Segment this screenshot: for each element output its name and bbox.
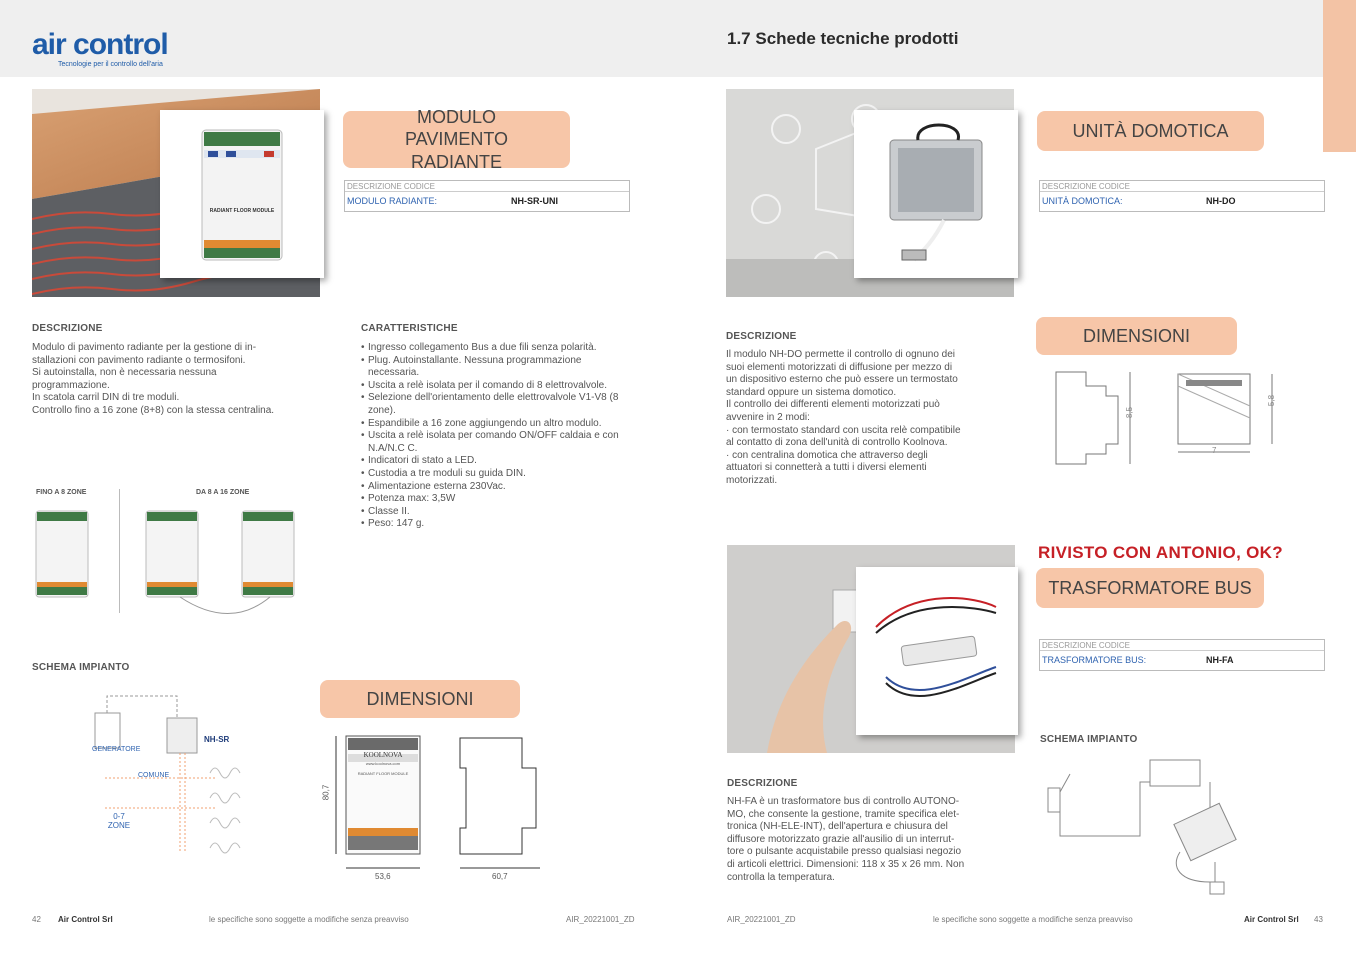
code-table-row (345, 192, 629, 210)
code-table-header: DESCRIZIONE CODICE (1040, 640, 1324, 651)
feature-item: • Uscita a relè isolata per il comando di 8 elettrovalvole. (361, 380, 623, 393)
unit-code-table (1039, 180, 1325, 212)
review-note: RIVISTO CON ANTONIO, OK? (1038, 543, 1283, 562)
logo-tagline: Tecnologie per il controllo dell'aria (58, 61, 163, 68)
feature-item: • Selezione dell'orientamento delle elettrovalvole V1-V8 (8 zone). (361, 392, 623, 417)
description-line: tronica (NH-ELE-INT), dell'apertura e chiusura del (727, 821, 948, 833)
description-line: In scatola carril DIN di tre moduli. (32, 392, 180, 404)
bus-description-title: DESCRIZIONE (727, 778, 798, 789)
unit-dim-height-b: 5,8 (1267, 394, 1277, 407)
description-line: avvenire in 2 modi: (726, 411, 810, 423)
unit-description-title: DESCRIZIONE (726, 331, 797, 342)
dim-depth-label: 60,7 (492, 872, 508, 881)
zones-8-label: FINO A 8 ZONE (36, 489, 87, 496)
unit-dim-width: 7 (1212, 446, 1217, 455)
bus-schema-title: SCHEMA IMPIANTO (1040, 734, 1138, 745)
description-line: controlla la temperatura. (727, 871, 835, 883)
features-title: CARATTERISTICHE (361, 323, 458, 334)
section-tab (1323, 0, 1356, 152)
footer-company-name: Air Control Srl (58, 915, 113, 924)
code-label: TRASFORMATORE BUS: (1042, 655, 1147, 665)
unit-description-text (726, 349, 1006, 488)
footer-page-number: 43 (1314, 915, 1323, 924)
footer-note: le specifiche sono soggette a modifiche senza preavviso (209, 915, 409, 924)
feature-item: • Espandibile a 16 zone aggiungendo un altro modulo. (361, 418, 623, 431)
bus-title-pill: TRASFORMATORE BUS (1036, 568, 1264, 608)
feature-item: • Ingresso collegamento Bus a due fili senza polarità. (361, 342, 623, 355)
bus-description-text (727, 796, 999, 884)
description-line: · con centralina domotica che attraverso degli (726, 449, 928, 461)
description-title: DESCRIZIONE (32, 323, 103, 334)
description-line: Il modulo NH-DO permette il controllo di ognuno dei (726, 349, 955, 360)
description-line: Il controllo dei differenti elementi motorizzati può (726, 399, 940, 411)
code-table-header: DESCRIZIONE CODICE (345, 181, 629, 192)
description-line: · con termostato standard con uscita relè compatibile (726, 424, 961, 436)
page-title: 1.7 Schede tecniche prodotti (727, 29, 959, 48)
feature-item: • Custodia a tre moduli su guida DIN. (361, 468, 623, 481)
description-text (32, 342, 322, 418)
unit-dimensions-drawing (1046, 366, 1296, 470)
description-line: programmazione. (32, 379, 110, 391)
description-line: attuatori si connetterà a tutti i diversi elementi (726, 462, 927, 474)
schema-common-label: COMUNE (138, 772, 170, 779)
zone-modules-illustration (30, 505, 310, 615)
bus-schema-diagram (1040, 752, 1290, 902)
code-value: NH-SR-UNI (511, 196, 558, 206)
zones-16-label: DA 8 A 16 ZONE (196, 489, 250, 496)
code-table (344, 180, 630, 212)
dim-width-label: 53,6 (375, 872, 391, 881)
description-line: MO, che consente la gestione, tramite specifica elet- (727, 808, 960, 820)
code-label: MODULO RADIANTE: (347, 196, 438, 206)
domotic-unit-card (854, 110, 1018, 278)
brand-logo (32, 28, 168, 68)
feature-item: • Alimentazione esterna 230Vac. (361, 481, 623, 494)
description-line: Controllo fino a 16 zone (8+8) con la stessa centralina. (32, 404, 275, 416)
product-title-pill: MODULO PAVIMENTO RADIANTE (343, 111, 570, 168)
feature-item: • Peso: 147 g. (361, 518, 623, 531)
feature-item: • Uscita a relè isolata per comando ON/OFF caldaia e con N.A/N.C C. (361, 430, 623, 455)
footer-page-number: 42 (32, 915, 41, 924)
code-value: NH-FA (1206, 655, 1234, 665)
code-label: UNITÀ DOMOTICA: (1042, 196, 1123, 206)
device-caption: RADIANT FLOOR MODULE (357, 771, 409, 776)
domotic-unit-image (854, 110, 1018, 278)
footer-code: AIR_20221001_ZD (727, 915, 796, 924)
schema-diagram (85, 688, 255, 868)
bus-transformer-card (856, 567, 1018, 735)
module-caption: RADIANT FLOOR MODULE (209, 208, 275, 214)
footer-company-name: Air Control Srl (1244, 915, 1299, 924)
radiant-module-card (160, 110, 324, 278)
features-list (361, 342, 623, 531)
description-line: tore o pulsante acquistabile presso qualsiasi negozio (727, 846, 962, 858)
footer-company (58, 915, 113, 924)
description-line: diffusore motorizzato grazie all'ausilio di un interrut- (727, 833, 955, 845)
description-line: NH-FA è un trasformatore bus di controllo AUTONO- (727, 796, 960, 807)
device-brand: KOOLNOVA (363, 751, 403, 759)
footer-note: le specifiche sono soggette a modifiche senza preavviso (933, 915, 1133, 924)
device-site: www.koolnova.com (365, 761, 401, 766)
dim-height-label: 80,7 (321, 784, 331, 801)
description-line: di articoli elettrici. Dimensioni: 118 x 35 x 26 mm. Non (727, 858, 965, 870)
page-header (0, 0, 1356, 77)
code-table-row (1040, 651, 1324, 669)
logo-text: air control (32, 28, 168, 61)
schema-nhsr-label: NH-SR (204, 735, 230, 744)
schema-title: SCHEMA IMPIANTO (32, 662, 130, 673)
unit-dim-height-a: 8,5 (1125, 406, 1135, 419)
bus-code-table (1039, 639, 1325, 671)
description-line: al contatto di zona dell'unità di controllo Koolnova. (726, 437, 948, 449)
footer-company (1244, 915, 1299, 924)
unit-title-pill: UNITÀ DOMOTICA (1037, 111, 1264, 151)
feature-item: • Indicatori di stato a LED. (361, 455, 623, 468)
dimensions-title-pill: DIMENSIONI (320, 680, 520, 718)
description-line: motorizzati. (726, 474, 778, 486)
code-table-header: DESCRIZIONE CODICE (1040, 181, 1324, 192)
description-line: Si autoinstalla, non è necessaria nessuna (32, 367, 217, 379)
module-small-1 (36, 511, 88, 597)
schema-zones-label: 0-7 ZONE (107, 812, 131, 830)
feature-item: • Plug. Autoinstallante. Nessuna programmazione necessaria. (361, 355, 623, 380)
feature-item: • Classe II. (361, 506, 623, 519)
description-line: suoi elementi motorizzati di diffusione per mezzo di (726, 361, 953, 373)
schema-generator-label: GENERATORE (92, 746, 141, 753)
description-line: standard oppure un sistema domotico. (726, 386, 897, 398)
radiant-module-image (160, 110, 324, 278)
description-line: un dispositivo esterno che può essere un termostato (726, 374, 958, 386)
code-table-row (1040, 192, 1324, 210)
code-value: NH-DO (1206, 196, 1236, 206)
feature-item: • Potenza max: 3,5W (361, 493, 623, 506)
unit-dimensions-pill: DIMENSIONI (1036, 317, 1237, 355)
description-line: Modulo di pavimento radiante per la gestione di in- (32, 342, 257, 353)
footer-code: AIR_20221001_ZD (566, 915, 635, 924)
description-line: stallazioni con pavimento radiante o termosifoni. (32, 354, 246, 366)
bus-transformer-image (856, 567, 1018, 735)
